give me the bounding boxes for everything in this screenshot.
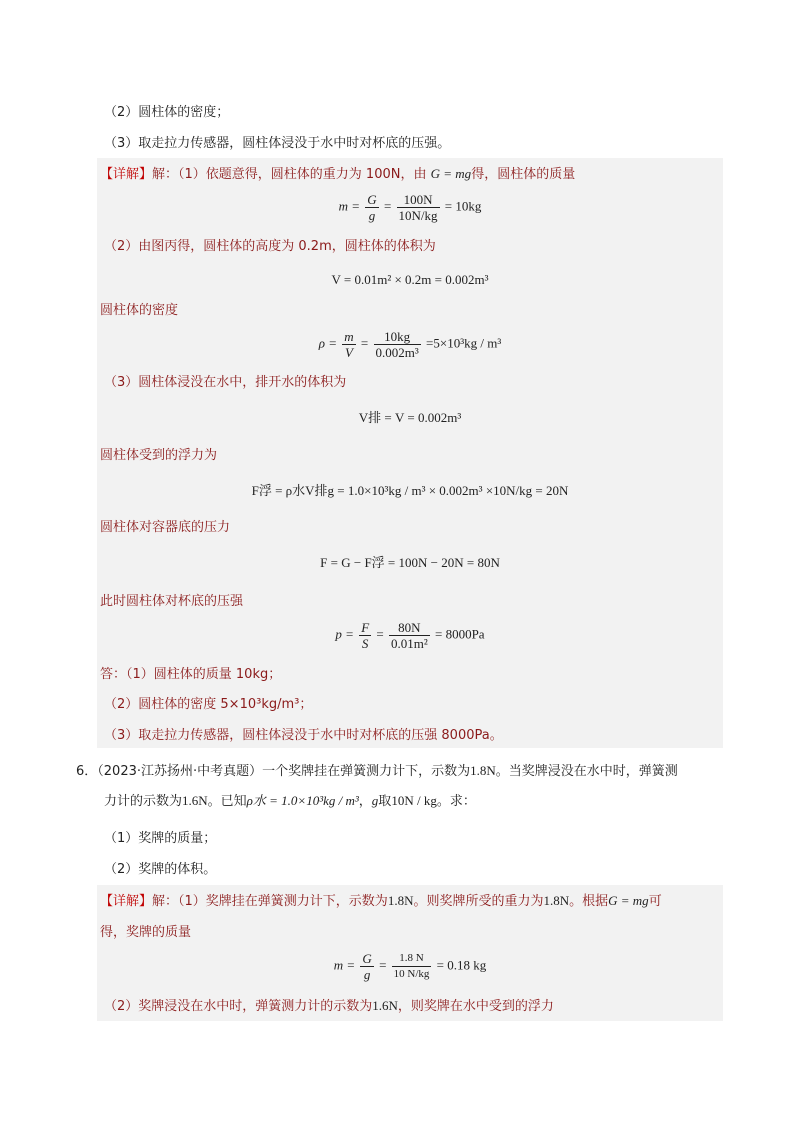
detail-tag: 【详解】 [100,167,153,182]
sol5-eq-buoyancy: F浮 = ρ水V排g = 1.0×10³kg / m³ × 0.002m³ ×10N/kg = 20N [251,483,569,498]
q6-item-1: （1）奖牌的质量； [104,831,217,846]
sol6-eq-mass: m = $\frac{G}{g}$ = $\frac{1.8 N}{10 N/kg}$ = 0.18 kg [333,951,487,982]
sol5-answer-1: 答：（1）圆柱体的质量 10kg； [100,667,282,682]
q6-item-2: （2）奖牌的体积。 [104,862,217,877]
sol5-eq-volume: V = 0.01m² × 0.2m = 0.002m³ [331,272,489,287]
detail-tag: 【详解】 [100,894,153,909]
sol5-eq-displaced-volume: V排 = V = 0.002m³ [358,410,462,425]
sol5-eq-pressure: p = $\frac{F}{S}$ = $\frac{80N}{\text{0.01m²}}$ = 8000Pa [335,620,485,651]
sol5-buoyancy-label: 圆柱体受到的浮力为 [100,448,218,463]
sol5-pressure-force-label: 圆柱体对容器底的压力 [100,520,231,535]
q5-item-3: （3）取走拉力传感器，圆柱体浸没于水中时对杯底的压强。 [104,136,451,151]
sol6-line-1: 【详解】解：（1）奖牌挂在弹簧测力计下，示数为1.8N。则奖牌所受的重力为1.8N。根据G = mg可 [100,893,662,909]
sol5-answer-3: （3）取走拉力传感器，圆柱体浸没于水中时对杯底的压强 8000Pa。 [104,728,503,743]
sol6-step2: （2）奖牌浸没在水中时，弹簧测力计的示数为1.6N，则奖牌在水中受到的浮力 [104,998,554,1014]
sol5-step1-text-b: 得，圆柱体的质量 [471,167,576,182]
sol5-step1-formula: G = mg [430,166,472,181]
sol5-lead: 解： [152,167,179,182]
sol5-eq-density: ρ = $\frac{m}{V}$ = $\frac{10kg}{\text{0.002m³}}$ =5×10³kg / m³ [318,329,502,360]
sol5-step3: （3）圆柱体浸没在水中，排开水的体积为 [104,375,347,390]
sol5-line-1 [100,165,575,184]
sol5-answer-2: （2）圆柱体的密度 5×10³kg/m³； [104,697,313,712]
q6-line-1: 6．（2023·江苏扬州·中考真题）一个奖牌挂在弹簧测力计下，示数为1.8N。当奖牌浸没在水中时，弹簧测 [76,763,678,779]
sol5-step2: （2）由图丙得，圆柱体的高度为 0.2m，圆柱体的体积为 [104,239,436,254]
sol5-density-label: 圆柱体的密度 [100,303,179,318]
sol5-eq-force: F = G − F浮 = 100N − 20N = 80N [320,555,500,570]
q6-number: 6． [76,764,98,779]
sol5-eq-mass: m = $\frac{G}{g}$ = $\frac{100N}{10N/kg}$ = 10kg [338,192,482,223]
sol6-line-2: 得，奖牌的质量 [100,925,192,940]
q5-item-2: （2）圆柱体的密度； [104,105,230,120]
sol5-pressure-label: 此时圆柱体对杯底的压强 [100,594,244,609]
q6-line-2: 力计的示数为1.6N。已知ρ水 = 1.0×10³kg / m³，g取10N / kg。求： [104,793,476,809]
sol5-step1-text-a: （1）依题意得，圆柱体的重力为 100N，由 [178,167,427,182]
